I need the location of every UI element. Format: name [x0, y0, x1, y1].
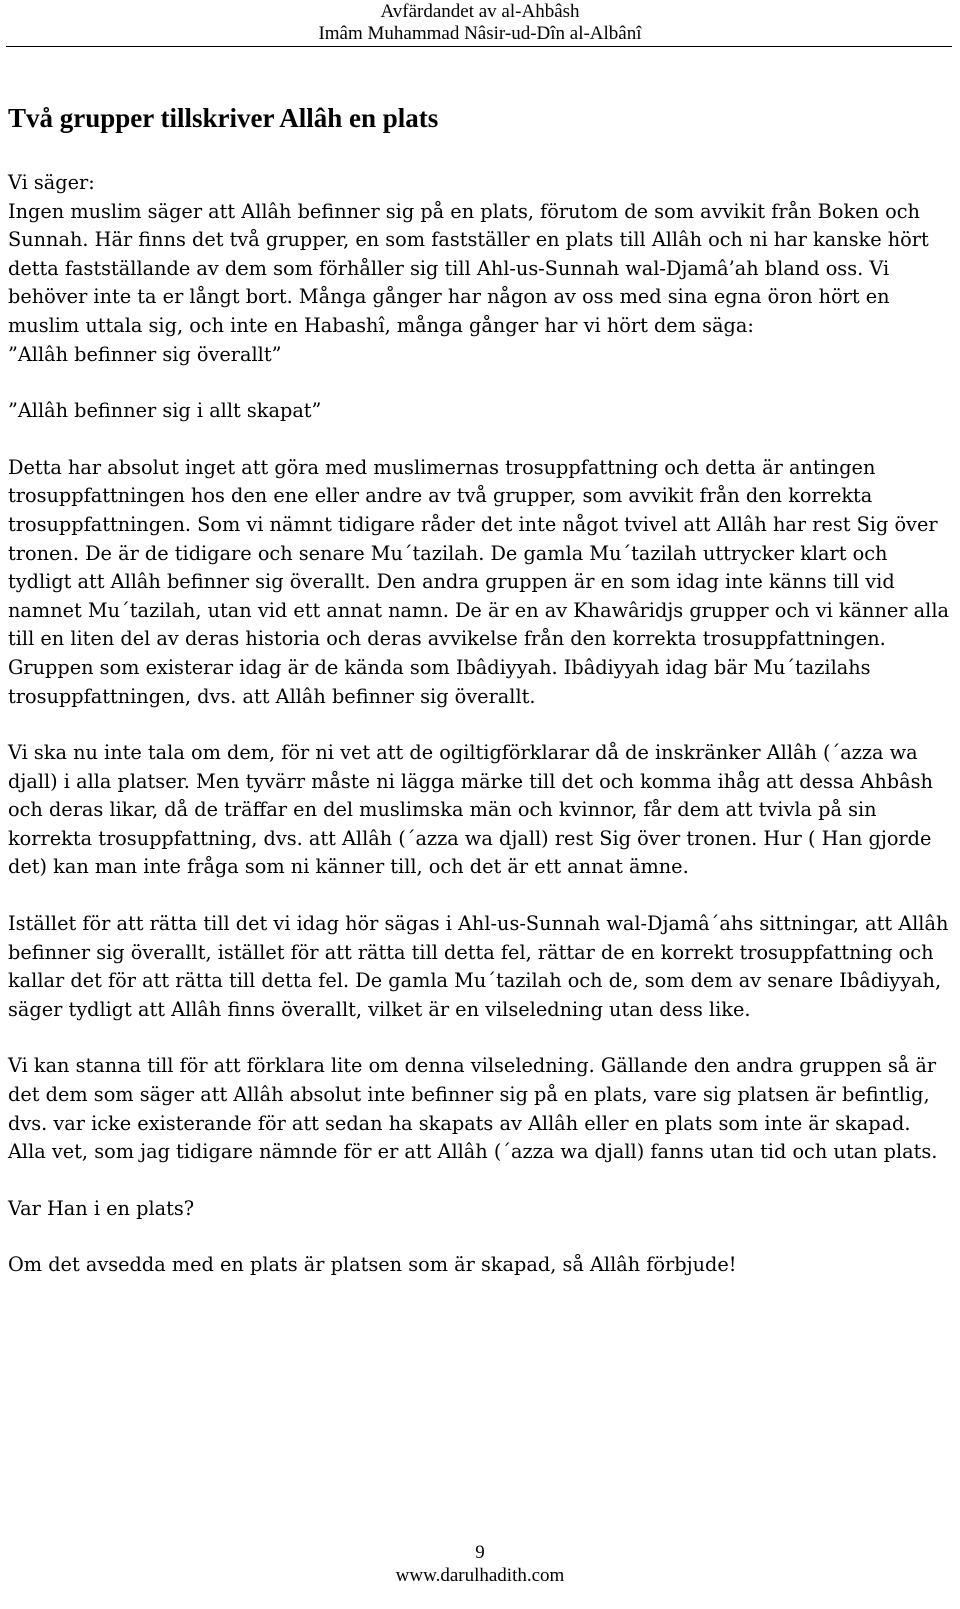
paragraph-7: Om det avsedda med en plats är platsen som är skapad, så Allâh förbjude!	[8, 1253, 737, 1277]
header-rule	[6, 46, 952, 47]
paragraph-3: Vi ska nu inte tala om dem, för ni vet att de ogiltigförklarar då de inskränker Allâh (´azza wa djall) i alla platser. Men tyvärr måste ni lägga märke till det och komma ihåg att dessa Ahbâsh och deras likar, då de träffar en del muslimska män och kvinnor, får dem att tvivla på sin korrekta trosuppfattning, dvs. att Allâh (´azza wa djall) rest Sig över tronen. Hur ( Han gjorde det) kan man inte fråga som ni känner till, och det är ett annat ämne.	[8, 741, 933, 879]
website-link[interactable]: www.darulhadith.com	[395, 1565, 565, 1586]
paragraph-5: Vi kan stanna till för att förklara lite om denna vilseledning. Gällande den andra gruppen så är det dem som säger att Allâh absolut inte befinner sig på en plats, vare sig platsen är befintlig, dvs. var icke existerande för att sedan ha skapats av Allâh eller en plats som inte är skapad. Alla vet, som jag tidigare nämnde för er att Allâh (´azza wa djall) fanns utan tid och utan plats.	[8, 1054, 938, 1164]
header-book-title: Avfärdandet av al-Ahbâsh	[380, 1, 580, 22]
page-header	[0, 0, 960, 45]
quote-1: ”Allâh befinner sig överallt”	[8, 342, 282, 366]
quote-2: ”Allâh befinner sig i allt skapat”	[8, 399, 322, 423]
intro-label: Vi säger:	[8, 171, 95, 194]
document-body	[8, 169, 952, 1308]
page-footer	[0, 1541, 960, 1587]
section-title: Två grupper tillskriver Allâh en plats	[8, 103, 439, 133]
paragraph-2: Detta har absolut inget att göra med muslimernas trosuppfattning och detta är antingen trosuppfattningen hos den ene eller andre av två grupper, som avvikit från den korrekta trosuppfattningen. Som vi nämnt tidigare råder det inte något tvivel att Allâh har rest Sig över tronen. De är de tidigare och senare Mu´tazilah. De gamla Mu´tazilah uttrycker klart och tydligt att Allâh befinner sig överallt. Den andra gruppen är en som idag inte känns till vid namnet Mu´tazilah, utan vid ett annat namn. De är en av Khawâridjs grupper och vi känner alla till en liten del av deras historia och deras avvikelse från den korrekta trosuppfattningen. Gruppen som existerar idag är de kända som Ibâdiyyah. Ibâdiyyah idag bär Mu´tazilahs trosuppfattningen, dvs. att Allâh befinner sig överallt.	[8, 455, 949, 708]
paragraph-6: Var Han i en plats?	[8, 1196, 195, 1220]
header-author: Imâm Muhammad Nâsir-ud-Dîn al-Albânî	[318, 23, 642, 44]
paragraph-4: Istället för att rätta till det vi idag hör sägas i Ahl-us-Sunnah wal-Djamâ´ahs sittningar, att Allâh befinner sig överallt, istället för att rätta till detta fel, rättar de en korrekt trosuppfattning och kallar det för att rätta till detta fel. De gamla Mu´tazilah och de, som dem av senare Ibâdiyyah, säger tydligt att Allâh finns överallt, vilket är en vilseledning utan dess like.	[8, 912, 949, 1021]
paragraph-1: Ingen muslim säger att Allâh befinner sig på en plats, förutom de som avvikit från Boken och Sunnah. Här finns det två grupper, en som fastställer en plats till Allâh och ni har kanske hört detta fastställande av dem som förhåller sig till Ahl-us-Sunnah wal-Djamâ’ah bland oss. Vi behöver inte ta er långt bort. Många gånger har någon av oss med sina egna öron hört en muslim uttala sig, och inte en Habashî, många gånger har vi hört dem säga:	[8, 199, 929, 337]
page-number: 9	[475, 1542, 485, 1563]
